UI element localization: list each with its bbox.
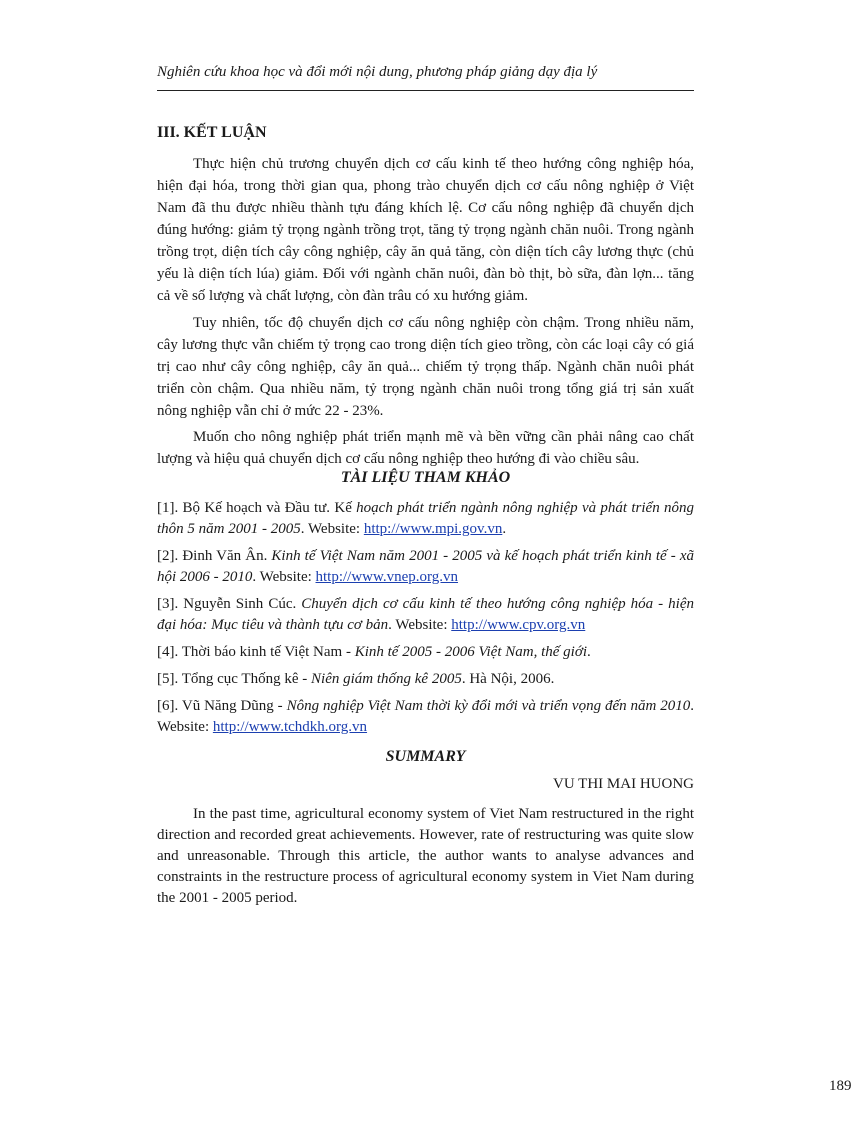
reference-title: Nông nghiệp Việt Nam thời kỳ đổi mới và triển vọng đến năm 2010: [286, 698, 691, 714]
reference-author: Nguyễn Sinh Cúc.: [178, 596, 302, 612]
reference-item: [157, 642, 694, 663]
reference-item: [157, 696, 694, 738]
paragraph: Tuy nhiên, tốc độ chuyển dịch cơ cấu nông nghiệp còn chậm. Trong nhiều năm, cây lương thực vẫn chiếm tỷ trọng cao trong diện tích gieo trồng, còn các loại cây có giá trị cao như cây công nghiệp, cây ăn quả... chiếm tỷ trọng thấp. Ngành chăn nuôi phát triển còn chậm. Qua nhiều năm, tỷ trọng ngành chăn nuôi trong tổng giá trị sản xuất nông nghiệp vẫn chỉ ở mức 22 - 23%.: [157, 314, 694, 419]
reference-number: [1].: [157, 500, 179, 516]
reference-link[interactable]: http://www.cpv.org.vn: [451, 617, 586, 633]
reference-author: Thời báo kinh tế Việt Nam -: [178, 644, 355, 660]
paragraph: Muốn cho nông nghiệp phát triển mạnh mẽ và bền vững cần phải nâng cao chất lượng và hiệu quả chuyển dịch cơ cấu nông nghiệp theo hướng đi vào chiều sâu.: [157, 429, 694, 467]
reference-text: . Website:: [388, 617, 452, 633]
section-heading-conclusion: III. KẾT LUẬN: [157, 124, 267, 141]
paragraph: Thực hiện chủ trương chuyển dịch cơ cấu kinh tế theo hướng công nghiệp hóa, hiện đại hóa, trong thời gian qua, phong trào chuyển dịch cơ cấu nông nghiệp ở Việt Nam đã thu được nhiều thành tựu đáng khích lệ. Cơ cấu nông nghiệp đã chuyển dịch đúng hướng: giảm tỷ trọng ngành trồng trọt, tăng tỷ trọng ngành chăn nuôi. Trong ngành trồng trọt, diện tích cây công nghiệp, cây ăn quả tăng, còn diện tích cây lương thực (chủ yếu là diện tích lúa) giảm. Đối với ngành chăn nuôi, đàn bò thịt, bò sữa, đàn lợn... tăng cả về số lượng và chất lượng, còn đàn trâu có xu hướng giảm.: [157, 156, 694, 304]
summary-author: VU THI MAI HUONG: [553, 776, 694, 792]
reference-title: Kinh tế 2005 - 2006 Việt Nam, thế giới: [354, 644, 587, 660]
summary-text: In the past time, agricultural economy system of Viet Nam restructured in the right direction and recorded great achievements. However, rate of restructuring was quite slow and unreasonable. Through this article, the author wants to analyse advances and constraints in the restructure process of agricultural economy system in Viet Nam during the 2001 - 2005 period.: [157, 806, 694, 906]
reference-number: [3].: [157, 596, 179, 612]
reference-number: [5].: [157, 671, 179, 687]
conclusion-body: [157, 153, 694, 475]
reference-text: .: [587, 644, 591, 660]
reference-item: [157, 546, 694, 588]
page: [157, 62, 852, 1094]
reference-text: .: [502, 521, 507, 537]
reference-number: [2].: [157, 548, 179, 564]
reference-link[interactable]: http://www.mpi.gov.vn: [363, 521, 503, 537]
reference-number: [6].: [157, 698, 179, 714]
reference-title: Kinh tế Việt Nam năm 2001 - 2005 và kế hoạch phát triển kinh tế - xã hội 2006 - 2010: [157, 548, 694, 585]
references-heading: TÀI LIỆU THAM KHẢO: [340, 469, 511, 486]
reference-author: Tổng cục Thống kê -: [178, 671, 312, 687]
reference-title: Chuyển dịch cơ cấu kinh tế theo hướng công nghiệp hóa - hiện đại hóa: Mục tiêu và thành tựu cơ bản: [157, 596, 694, 633]
reference-number: [4].: [157, 644, 179, 660]
reference-author: Đinh Văn Ân.: [178, 548, 272, 564]
reference-link[interactable]: http://www.vnep.org.vn: [315, 569, 459, 585]
running-head: Nghiên cứu khoa học và đổi mới nội dung, phương pháp giảng dạy địa lý: [157, 62, 694, 91]
reference-text: . Website:: [157, 698, 694, 735]
reference-list: [157, 498, 694, 744]
reference-link[interactable]: http://www.tchdkh.org.vn: [212, 719, 368, 735]
reference-author: Vũ Năng Dũng -: [178, 698, 287, 714]
reference-text: . Hà Nội, 2006.: [461, 671, 555, 687]
reference-item: [157, 498, 694, 540]
reference-item: [157, 594, 694, 636]
reference-text: . Website:: [252, 569, 316, 585]
reference-title: Niên giám thống kê 2005: [311, 671, 462, 687]
reference-author: Bộ Kế hoạch và Đầu tư. Kế: [178, 500, 357, 516]
reference-title: hoạch phát triển ngành nông nghiệp và phát triển nông thôn 5 năm 2001 - 2005: [157, 500, 694, 537]
summary-heading: SUMMARY: [385, 748, 466, 765]
reference-text: . Website:: [300, 521, 364, 537]
reference-item: [157, 669, 694, 690]
page-number: 189: [829, 1078, 852, 1094]
